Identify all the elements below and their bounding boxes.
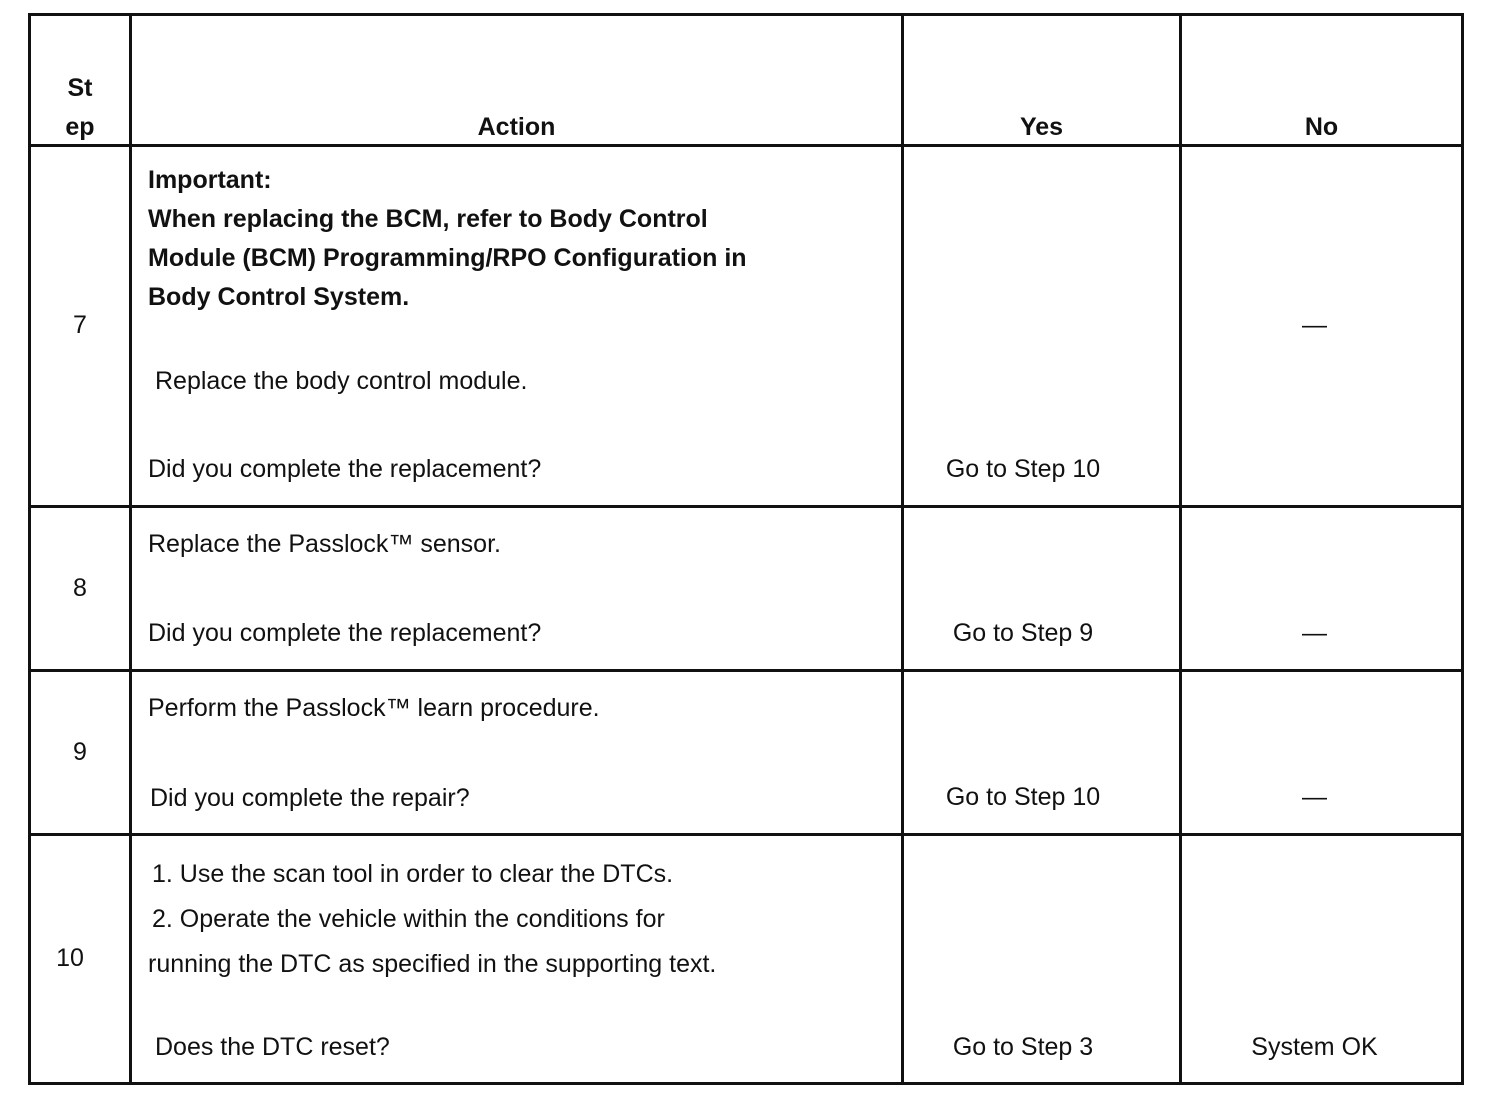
important-text-line: Body Control System. bbox=[148, 283, 410, 311]
important-text-line: When replacing the BCM, refer to Body Control bbox=[148, 205, 708, 233]
action-question: Did you complete the replacement? bbox=[148, 619, 542, 647]
column-divider bbox=[129, 13, 132, 1085]
action-question: Did you complete the repair? bbox=[150, 784, 470, 812]
header-step-line2: ep bbox=[65, 113, 95, 141]
yes-result: Go to Step 9 bbox=[952, 619, 1094, 647]
important-note bbox=[148, 161, 747, 317]
action-instruction: Replace the body control module. bbox=[155, 367, 528, 395]
no-result: — bbox=[1302, 619, 1327, 647]
action-instruction: Perform the Passlock™ learn procedure. bbox=[148, 694, 600, 722]
list-item: 1. Use the scan tool in order to clear the DTCs. bbox=[152, 860, 674, 888]
action-question: Does the DTC reset? bbox=[155, 1033, 390, 1061]
header-yes: Yes bbox=[1019, 113, 1064, 141]
action-instruction: Replace the Passlock™ sensor. bbox=[148, 530, 501, 558]
row-divider bbox=[28, 505, 1464, 508]
header-action: Action bbox=[477, 113, 556, 141]
step-number: 10 bbox=[56, 944, 84, 972]
table-border-right bbox=[1461, 13, 1464, 1085]
list-item: 2. Operate the vehicle within the conditions for bbox=[152, 905, 665, 933]
step-number: 7 bbox=[73, 311, 87, 339]
yes-result: Go to Step 3 bbox=[952, 1033, 1094, 1061]
step-number: 9 bbox=[73, 738, 87, 766]
table-border-top bbox=[28, 13, 1464, 16]
header-step bbox=[31, 69, 129, 147]
header-step-line1: St bbox=[67, 74, 93, 102]
column-divider bbox=[901, 13, 904, 1085]
diagnostic-table bbox=[28, 13, 1464, 1085]
no-result: — bbox=[1302, 311, 1327, 339]
list-item-continuation: running the DTC as specified in the supporting text. bbox=[148, 950, 717, 978]
important-label: Important: bbox=[148, 166, 272, 194]
row-divider bbox=[28, 833, 1464, 836]
header-no: No bbox=[1304, 113, 1339, 141]
action-list bbox=[148, 852, 716, 987]
column-divider bbox=[1179, 13, 1182, 1085]
table-border-left bbox=[28, 13, 31, 1085]
yes-result: Go to Step 10 bbox=[945, 455, 1101, 483]
table-border-bottom bbox=[28, 1082, 1464, 1085]
yes-result: Go to Step 10 bbox=[945, 783, 1101, 811]
no-result: — bbox=[1302, 783, 1327, 811]
no-result: System OK bbox=[1251, 1033, 1378, 1061]
important-text-line: Module (BCM) Programming/RPO Configuration in bbox=[148, 244, 747, 272]
row-divider bbox=[28, 669, 1464, 672]
step-number: 8 bbox=[73, 574, 87, 602]
action-question: Did you complete the replacement? bbox=[148, 455, 542, 483]
